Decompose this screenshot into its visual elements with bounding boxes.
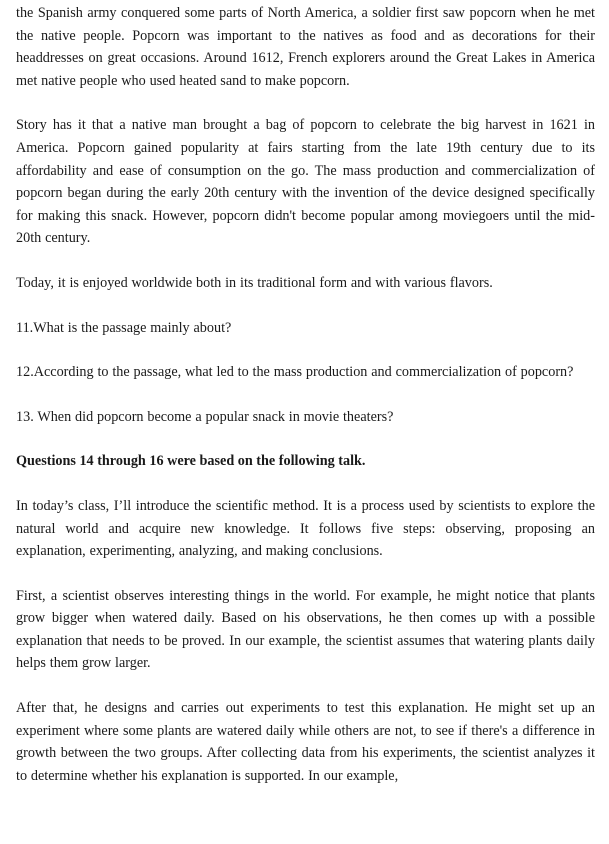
paragraph-popcorn-history: the Spanish army conquered some parts of North America, a soldier first saw popcorn when he met the native people. Popcorn was important to the natives as food and as decorations for their headdresses on great occasions. Around 1612, French explorers around the Great Lakes in America met native people who used heated sand to make popcorn. bbox=[16, 5, 595, 89]
question-13: 13. When did popcorn become a popular snack in movie theaters? bbox=[16, 408, 394, 425]
paragraph-observation-step: First, a scientist observes interesting things in the world. For example, he might notice that plants grow bigger when watered daily. Based on his observations, he then comes up with a possible explanation that needs to be proved. In our example, the scientist assumes that watering plants daily helps them grow larger. bbox=[16, 587, 595, 672]
question-12: 12.According to the passage, what led to the mass production and commercialization of popcorn? bbox=[16, 364, 574, 381]
document-page bbox=[16, 0, 595, 787]
paragraph-popcorn-popularity: Story has it that a native man brought a bag of popcorn to celebrate the big harvest in 1621 in America. Popcorn gained popularity at fairs starting from the late 19th century due to its affordability and ease of consumption on the go. The mass production and commercialization of popcorn began during the early 20th century with the invention of the device designed specifically for making this snack. However, popcorn didn't become popular among moviegoers until the mid-20th century. bbox=[16, 117, 595, 247]
paragraph-experiment-step: After that, he designs and carries out experiments to test this explanation. He might set up an experiment where some plants are watered daily while others are not, to see if there's a difference in growth between the two groups. After collecting data from his experiments, the scientist analyzes it to determine whether his explanation is supported. In our example, bbox=[16, 700, 595, 784]
paragraph-popcorn-today: Today, it is enjoyed worldwide both in its traditional form and with various flavors. bbox=[16, 274, 493, 291]
question-11: 11.What is the passage mainly about? bbox=[16, 319, 232, 336]
paragraph-scientific-method-intro: In today’s class, I’ll introduce the scientific method. It is a process used by scientists to explore the natural world and acquire new knowledge. It follows five steps: observing, proposing an explanation, experimenting, analyzing, and making conclusions. bbox=[16, 497, 595, 560]
section-heading: Questions 14 through 16 were based on the following talk. bbox=[16, 453, 366, 470]
